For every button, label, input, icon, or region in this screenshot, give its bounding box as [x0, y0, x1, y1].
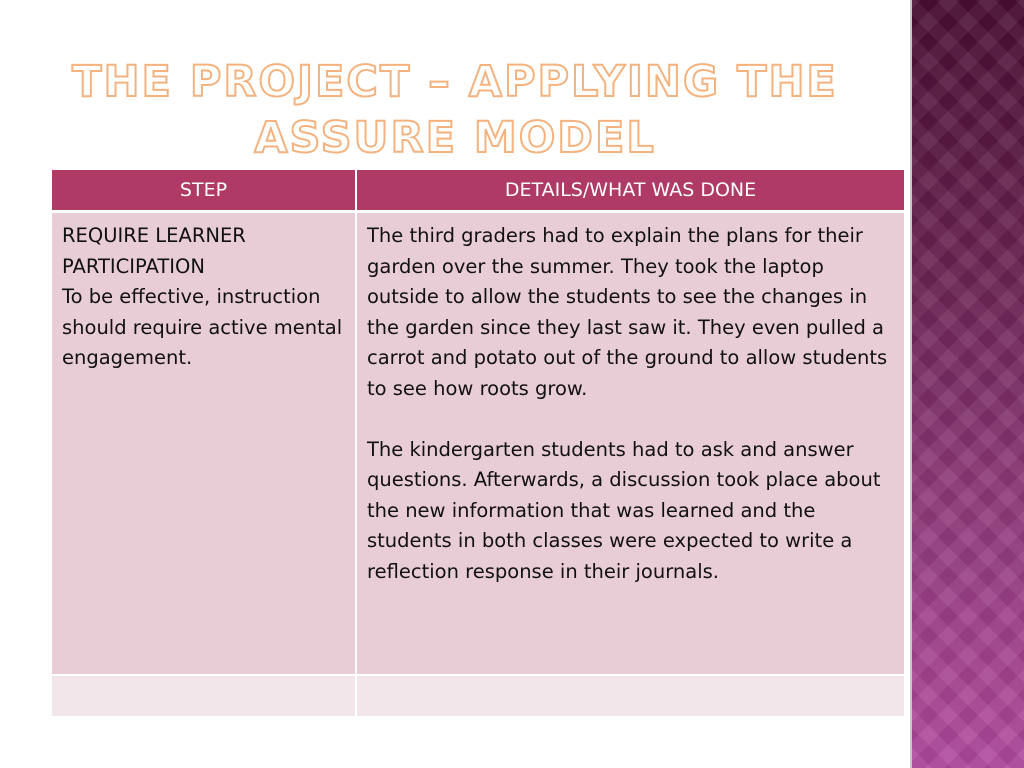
step-cell [52, 212, 356, 676]
details-cell-empty [356, 675, 904, 717]
step-cell-empty [52, 675, 356, 717]
step-description: To be effective, instruction should require active mental engagement. [62, 285, 343, 369]
table-row [52, 675, 904, 717]
decorative-side-band [912, 0, 1024, 768]
details-paragraph-1: The third graders had to explain the plans for their garden over the summer. They took the laptop outside to allow the students to see the changes in the garden since they last saw it. They even pulled a carrot and potato out of the ground to allow students to see how roots grow. [367, 224, 888, 400]
header-step: STEP [52, 170, 356, 212]
details-paragraph-2: The kindergarten students had to ask and answer questions. Afterwards, a discussion took place about the new information that was learned and the students in both classes were expected to write a reflection response in their journals. [367, 437, 881, 583]
assure-table-container [52, 170, 904, 718]
paragraph-gap [367, 404, 894, 435]
slide-title: THE PROJECT – APPLYING THE ASSURE MODEL [72, 57, 838, 163]
step-heading: REQUIRE LEARNER PARTICIPATION [62, 224, 246, 278]
table-row [52, 212, 904, 676]
assure-table [52, 170, 904, 718]
header-details: DETAILS/WHAT WAS DONE [356, 170, 904, 212]
table-header-row [52, 170, 904, 212]
details-cell [356, 212, 904, 676]
